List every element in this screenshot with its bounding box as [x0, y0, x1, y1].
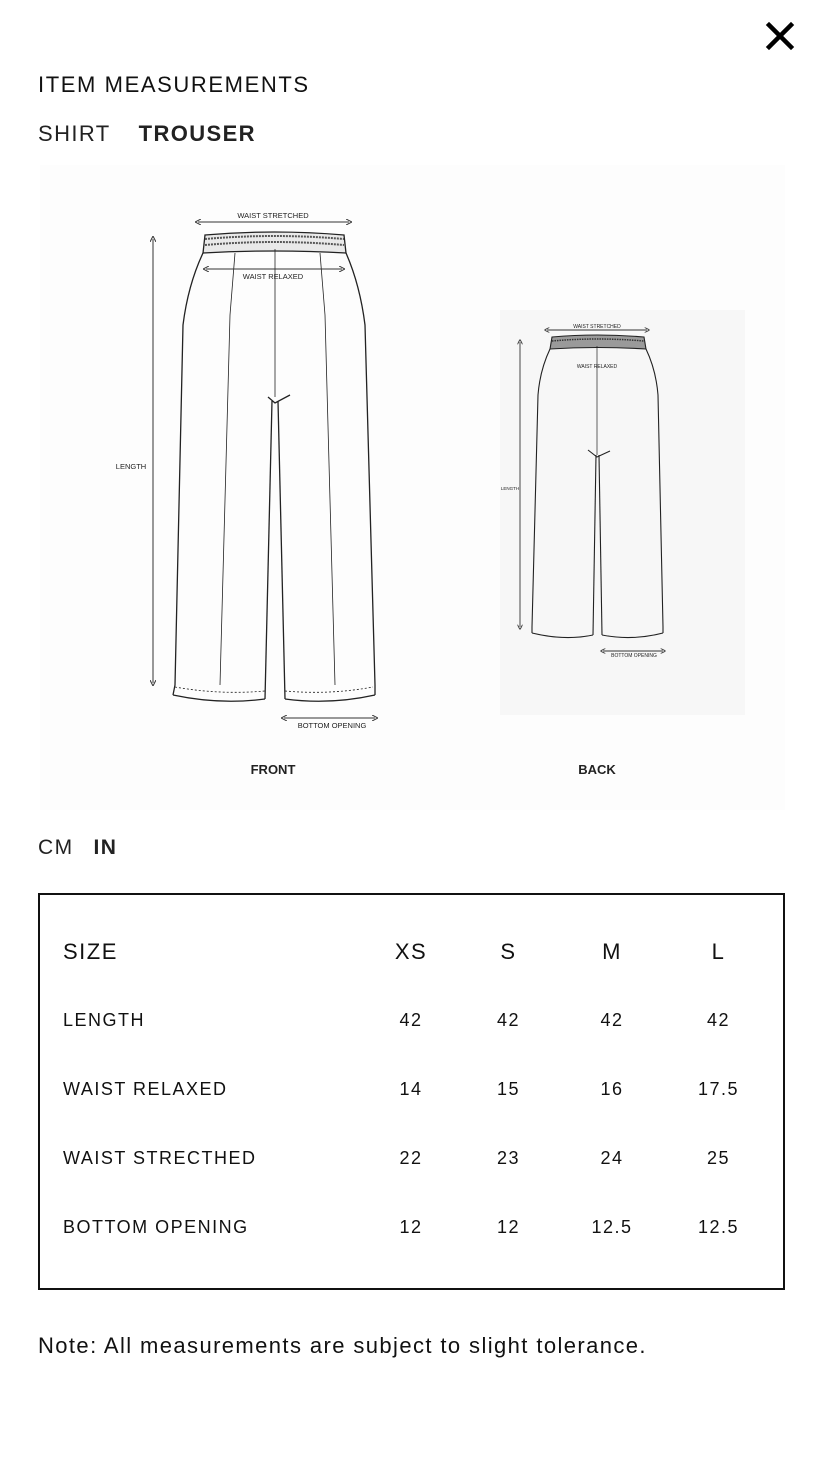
table-cell: 12 [399, 1217, 423, 1237]
back-bottom-opening-label: BOTTOM OPENING [611, 653, 657, 659]
row-label: BOTTOM OPENING [63, 1217, 249, 1237]
front-bottom-opening-label: BOTTOM OPENING [297, 721, 367, 730]
size-chart-table [38, 893, 785, 1290]
table-cell: 25 [706, 1148, 731, 1168]
table-cell: 24 [600, 1148, 624, 1168]
table-row [63, 1124, 769, 1193]
table-cell: 16 [600, 1079, 624, 1099]
table-cell: 42 [600, 1010, 624, 1030]
trouser-diagram-illustration [40, 165, 785, 810]
table-row [63, 986, 769, 1055]
table-cell: 12.5 [591, 1217, 633, 1237]
front-waist-relaxed-label: WAIST RELAXED [242, 272, 304, 281]
tab-shirt[interactable]: SHIRT [38, 121, 111, 146]
table-header-xs: XS [394, 938, 428, 964]
table-header-size: SIZE [63, 938, 118, 964]
table-row [63, 1193, 769, 1262]
garment-tabs [38, 121, 256, 147]
row-label: WAIST STRECTHED [63, 1148, 257, 1168]
table-cell: 14 [399, 1079, 423, 1099]
front-caption: FRONT [250, 762, 296, 777]
back-caption: BACK [578, 762, 616, 777]
table-cell: 42 [399, 1010, 423, 1030]
row-label: WAIST RELAXED [63, 1079, 228, 1099]
front-trouser-drawing [173, 232, 375, 701]
table-header-l: L [711, 938, 726, 964]
table-header-s: S [500, 938, 517, 964]
table-row [63, 1055, 769, 1124]
table-cell: 12 [496, 1217, 521, 1237]
table-cell: 22 [399, 1148, 423, 1168]
unit-tab-in[interactable]: IN [93, 836, 118, 859]
table-cell: 17.5 [697, 1079, 740, 1099]
front-waist-stretched-label: WAIST STRETCHED [237, 211, 309, 220]
table-cell: 42 [706, 1010, 731, 1030]
back-waist-stretched-label: WAIST STRETCHED [573, 324, 621, 330]
table-header-row [63, 917, 769, 986]
table-cell: 15 [496, 1079, 521, 1099]
front-length-label: LENGTH [115, 462, 147, 471]
back-waist-relaxed-label: WAIST RELAXED [576, 364, 618, 370]
front-measure-lines [153, 222, 375, 718]
page-title: ITEM MEASUREMENTS [38, 72, 310, 97]
unit-tabs [38, 836, 117, 860]
unit-tab-cm[interactable]: CM [38, 836, 74, 859]
table-cell: 12.5 [697, 1217, 740, 1237]
trouser-diagram [40, 165, 785, 810]
close-button[interactable] [760, 16, 800, 56]
table-cell: 23 [496, 1148, 521, 1168]
tolerance-note: Note: All measurements are subject to slight tolerance. [38, 1333, 647, 1358]
table-cell: 42 [496, 1010, 521, 1030]
back-length-label: LENGTH [500, 486, 520, 491]
row-label: LENGTH [63, 1010, 146, 1030]
table-header-m: M [602, 938, 622, 964]
tab-trouser[interactable]: TROUSER [138, 121, 256, 146]
close-icon [760, 16, 800, 56]
